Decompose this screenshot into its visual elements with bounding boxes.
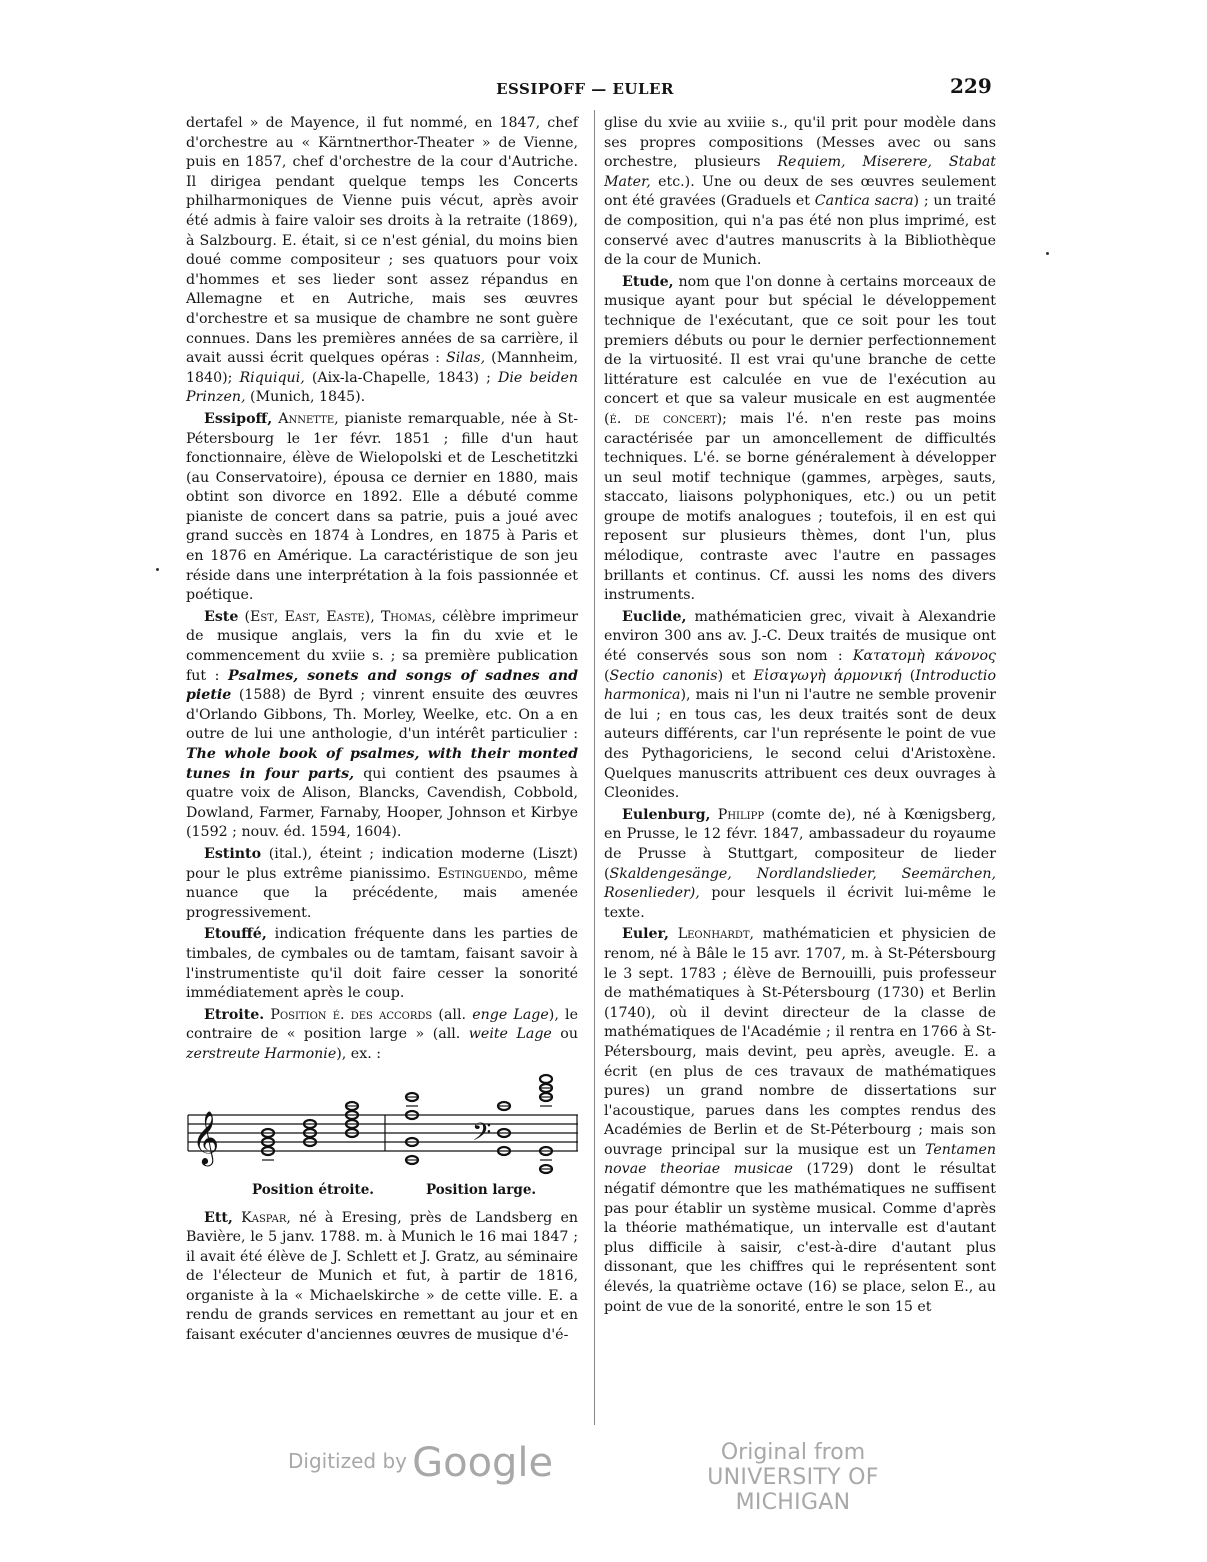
column-divider: [594, 110, 595, 1425]
entry-etroite: Etroite. Position é. des accords (all. enge Lage), le contraire de « position large » (all. weite Lage ou zerstreute Harmonie), ex. :: [186, 1006, 578, 1062]
music-staff-illustration: [186, 1073, 578, 1179]
entry-estinto: Estinto (ital.), éteint ; indication moderne (Liszt) pour le plus extrême pianissimo. Estinguendo, même nuance que la précédente, mais amenée progressivement.: [186, 845, 579, 921]
stray-mark: [1046, 252, 1049, 255]
treble-clef-icon: 𝄞: [192, 1109, 220, 1164]
page-number: 229: [950, 74, 992, 98]
entry-etouffe: Etouffé, indication fréquente dans les parties de timbales, de cymbales ou de tamtam, faisant savoir à l'instrumentiste qu'il doit faire cesser la sonorité immédiatement après le coup.: [186, 926, 578, 1002]
bass-clef-icon: 𝄢: [472, 1117, 492, 1153]
stray-mark: [156, 568, 159, 571]
paragraph-continuation: glise du xvie au xviiie s., qu'il prit pour modèle dans ses propres compositions (Messes avec ou sans orchestre, plusieurs Requiem, Miserere, Stabat Mater, etc.). Une ou deux de ses œuvres seulement ont été gravées (Graduels et Cantica sacra) ; un traité de composition, qui n'a pas été non plus imprimé, est conservé avec d'autres manuscrits à la Bibliothèque de la cour de Munich.: [604, 115, 997, 269]
entry-etude: Etude, nom que l'on donne à certains morceaux de musique ayant pour but spécial le développement technique de l'exécutant, que ce soit pour les tout premiers débuts ou pour le dernier perfectionnement de la virtuosité. Il est vrai qu'une branche de cette littérature est calculée en vue de l'exécution au concert et que sa valeur musicale en est augmentée (é. de concert); mais l'é. n'en reste pas moins caractérisée par un amoncellement de difficultés techniques. L'é. se borne généralement à développer un seul motif technique (gammes, arpèges, sauts, staccato, liaisons polyphoniques, etc.) ou un petit groupe de motifs analogues ; toutefois, il en est qui reposent sur plusieurs thèmes, dont l'un, plus mélodique, contraste avec l'autre en passages brillants et continus. Cf. aussi les noms des divers instruments.: [604, 273, 996, 604]
left-column: [186, 114, 578, 1346]
right-column: [604, 114, 996, 1317]
entry-essipoff: Essipoff, Annette, pianiste remarquable, née à St-Pétersbourg le 1er févr. 1851 ; fille d'un haut fonctionnaire, élève de Wielopolski et de Leschetitzki (au Conservatoire), épousa ce dernier en 1880, mais obtint son divorce en 1892. Elle a débuté comme pianiste de concert dans sa patrie, puis a joué avec grand succès en 1874 à Londres, en 1875 à Paris et en 1876 en Amérique. La caractéristique de son jeu réside dans une interprétation à la fois passionnée et poétique.: [186, 410, 578, 604]
running-title: ESSIPOFF — EULER: [496, 80, 674, 98]
music-example: [186, 1073, 578, 1203]
paragraph-continuation: dertafel » de Mayence, il fut nommé, en 1847, chef d'orchestre au « Kärntnerthor-Theater » de Vienne, puis en 1857, chef d'orchestre de la cour d'Autriche. Il dirigea pendant quelque temps les Concerts philharmoniques de Vienne puis vécut, après avoir été admis à faire valoir ses droits à la retraite (1869), à Salzbourg. E. était, si ce n'est génial, du moins bien doué comme compositeur ; ses quatuors pour voix d'hommes et ses lieder sont assez répandus en Allemagne et en Autriche, mais ses œuvres d'orchestre et sa musique de chambre ne sont guère connues. Dans les premières années de sa carrière, il avait aussi écrit quelques opéras : Silas, (Mannheim, 1840); Riquiqui, (Aix-la-Chapelle, 1843) ; Die beiden Prinzen, (Munich, 1845).: [186, 115, 579, 406]
caption-position-large: Position large.: [426, 1181, 537, 1198]
digitized-by-watermark: Digitized by Google: [288, 1440, 554, 1486]
library-watermark: Original from UNIVERSITY OF MICHIGAN: [707, 1440, 879, 1515]
entry-euclide: Euclide, mathématicien grec, vivait à Alexandrie environ 300 ans av. J.-C. Deux traités de musique ont été conservés sous son nom : Κατατομὴ κάνονος (Sectio canonis) et Εἰσαγωγὴ ἁρμονική (Introductio harmonica), mais ni l'un ni l'autre ne semble provenir de lui ; en tous cas, les deux traités sont de deux auteurs différents, car l'un représente le point de vue des Pythagoriciens, le second celui d'Aristoxène. Quelques manuscrits attribuent ces deux ouvrages à Cleonides.: [604, 608, 997, 802]
entry-euler: Euler, Leonhardt, mathématicien et physicien de renom, né à Bâle le 15 avr. 1707, m. à St-Pétersbourg le 3 sept. 1783 ; élève de Bernouilli, puis professeur de mathématiques à St-Pétersbourg (1730) et Berlin (1740), où il devint directeur de la classe de mathématiques de l'Académie ; il rentra en 1766 à St-Pétersbourg, mais devint, peu après, aveugle. E. a écrit (en plus de ces travaux de mathématiques pures) un grand nombre de dissertations sur l'acoustique, parues dans les comptes rendus des Académies de Berlin et de St-Péterbourg ; mais son ouvrage principal sur la musique est un Tentamen novae theoriae musicae (1729) dont le résultat négatif démontre que les mathématiques ne suffisent pas pour établir un système musical. Comme d'après la théorie mathématique, un intervalle est d'autant plus difficile à saisir, c'est-à-dire d'autant plus dissonant, que les chiffres qui le représentent sont élevés, la quatrième octave (16) se place, selon E., au point de vue de la sonorité, entre le son 15 et: [604, 926, 997, 1315]
entry-este: Este (Est, East, Easte), Thomas, célèbre imprimeur de musique anglais, vers la fin du xvie et le commencement du xviie s. ; sa première publication fut : Psalmes, sonets and songs of sadnes and pietie (1588) de Byrd ; vinrent ensuite des œuvres d'Orlando Gibbons, Th. Morley, Weelke, etc. On a en outre de lui une anthologie, d'un intérêt particulier : The whole book of psalmes, with their monted tunes in four parts, qui contient des psaumes à quatre voix de Alison, Blancks, Cavendish, Cobbold, Dowland, Farmer, Farnaby, Hooper, Johnson et Kirbye (1592 ; nouv. éd. 1594, 1604).: [186, 608, 579, 841]
caption-position-etroite: Position étroite.: [252, 1181, 375, 1198]
entry-ett: Ett, Kaspar, né à Eresing, près de Landsberg en Bavière, le 5 janv. 1788. m. à Munich le 16 mai 1847 ; il avait été élève de J. Schlett et J. Gratz, au séminaire de l'électeur de Munich et fut, à partir de 1816, organiste à la « Michaelskirche » de cette ville. E. a rendu de grands services en remettant au jour et en faisant exécuter d'anciennes œuvres de musique d'é-: [186, 1209, 579, 1344]
entry-eulenburg: Eulenburg, Philipp (comte de), né à Kœnigsberg, en Prusse, le 12 févr. 1847, ambassadeur du royaume de Prusse à Stuttgart, compositeur de lieder (Skaldengesänge, Nordlandslieder, Seemärchen, Rosenlieder), pour lesquels il écrivit lui-même le texte.: [604, 806, 996, 921]
